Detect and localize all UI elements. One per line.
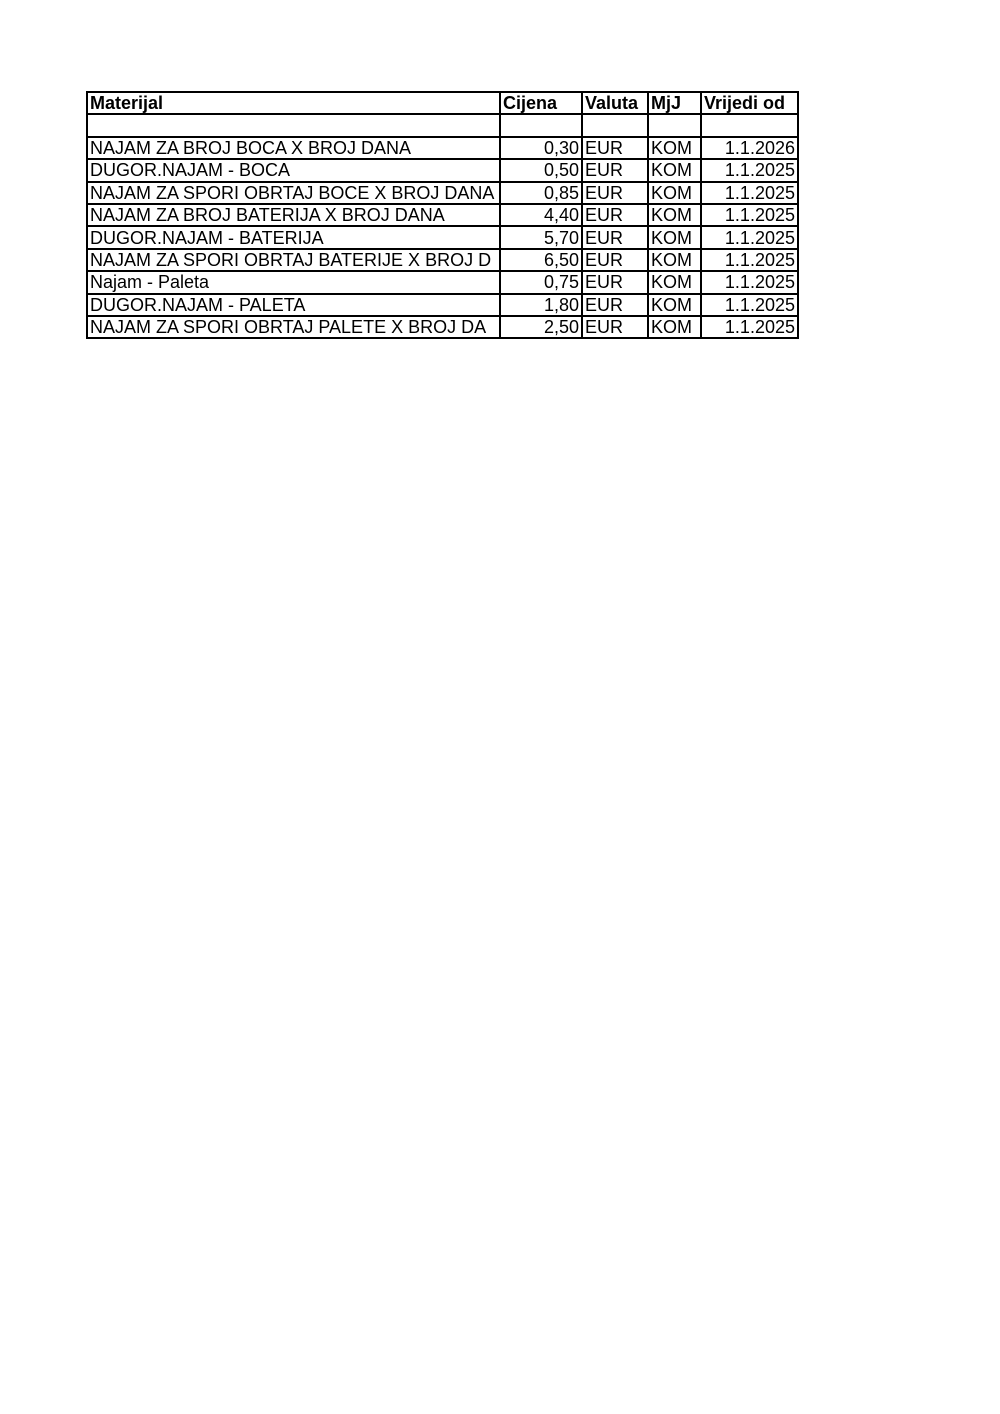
cell-material: NAJAM ZA SPORI OBRTAJ BATERIJE X BROJ D [87, 249, 500, 271]
cell-price: 4,40 [500, 204, 582, 226]
cell-price: 0,50 [500, 159, 582, 181]
cell-material: DUGOR.NAJAM - PALETA [87, 294, 500, 316]
cell-unit: KOM [648, 137, 701, 159]
table-row [87, 226, 798, 248]
cell-material: NAJAM ZA BROJ BATERIJA X BROJ DANA [87, 204, 500, 226]
cell-unit: KOM [648, 182, 701, 204]
table-row [87, 204, 798, 226]
cell-valid-from: 1.1.2025 [701, 182, 798, 204]
cell-price: 0,85 [500, 182, 582, 204]
cell-unit [648, 114, 701, 136]
cell-valid-from: 1.1.2025 [701, 271, 798, 293]
table-row [87, 249, 798, 271]
cell-currency: EUR [582, 271, 648, 293]
header-unit: MjJ [648, 92, 701, 114]
cell-unit: KOM [648, 316, 701, 338]
cell-material: Najam - Paleta [87, 271, 500, 293]
cell-unit: KOM [648, 294, 701, 316]
header-material: Materijal [87, 92, 500, 114]
table-row [87, 159, 798, 181]
cell-unit: KOM [648, 271, 701, 293]
cell-currency: EUR [582, 226, 648, 248]
cell-currency: EUR [582, 182, 648, 204]
cell-unit: KOM [648, 204, 701, 226]
cell-unit: KOM [648, 226, 701, 248]
cell-price: 6,50 [500, 249, 582, 271]
table-row [87, 271, 798, 293]
cell-currency: EUR [582, 204, 648, 226]
cell-price: 0,30 [500, 137, 582, 159]
header-valid-from: Vrijedi od [701, 92, 798, 114]
cell-material: NAJAM ZA BROJ BOCA X BROJ DANA [87, 137, 500, 159]
cell-valid-from: 1.1.2025 [701, 249, 798, 271]
cell-valid-from: 1.1.2025 [701, 294, 798, 316]
cell-price: 2,50 [500, 316, 582, 338]
cell-currency: EUR [582, 294, 648, 316]
cell-material: DUGOR.NAJAM - BATERIJA [87, 226, 500, 248]
table-row [87, 137, 798, 159]
cell-price: 0,75 [500, 271, 582, 293]
cell-currency: EUR [582, 159, 648, 181]
header-price: Cijena [500, 92, 582, 114]
table-row [87, 316, 798, 338]
cell-valid-from [701, 114, 798, 136]
table-header-row [87, 92, 798, 114]
cell-valid-from: 1.1.2025 [701, 226, 798, 248]
price-list-table [86, 91, 799, 339]
cell-valid-from: 1.1.2026 [701, 137, 798, 159]
table-row [87, 114, 798, 136]
cell-currency: EUR [582, 137, 648, 159]
cell-valid-from: 1.1.2025 [701, 159, 798, 181]
cell-material: NAJAM ZA SPORI OBRTAJ PALETE X BROJ DA [87, 316, 500, 338]
cell-currency [582, 114, 648, 136]
cell-valid-from: 1.1.2025 [701, 316, 798, 338]
cell-currency: EUR [582, 249, 648, 271]
table-row [87, 182, 798, 204]
cell-material: DUGOR.NAJAM - BOCA [87, 159, 500, 181]
cell-unit: KOM [648, 249, 701, 271]
cell-price: 1,80 [500, 294, 582, 316]
cell-material: NAJAM ZA SPORI OBRTAJ BOCE X BROJ DANA [87, 182, 500, 204]
cell-unit: KOM [648, 159, 701, 181]
table-row [87, 294, 798, 316]
header-currency: Valuta [582, 92, 648, 114]
cell-price [500, 114, 582, 136]
cell-price: 5,70 [500, 226, 582, 248]
cell-currency: EUR [582, 316, 648, 338]
cell-valid-from: 1.1.2025 [701, 204, 798, 226]
cell-material [87, 114, 500, 136]
